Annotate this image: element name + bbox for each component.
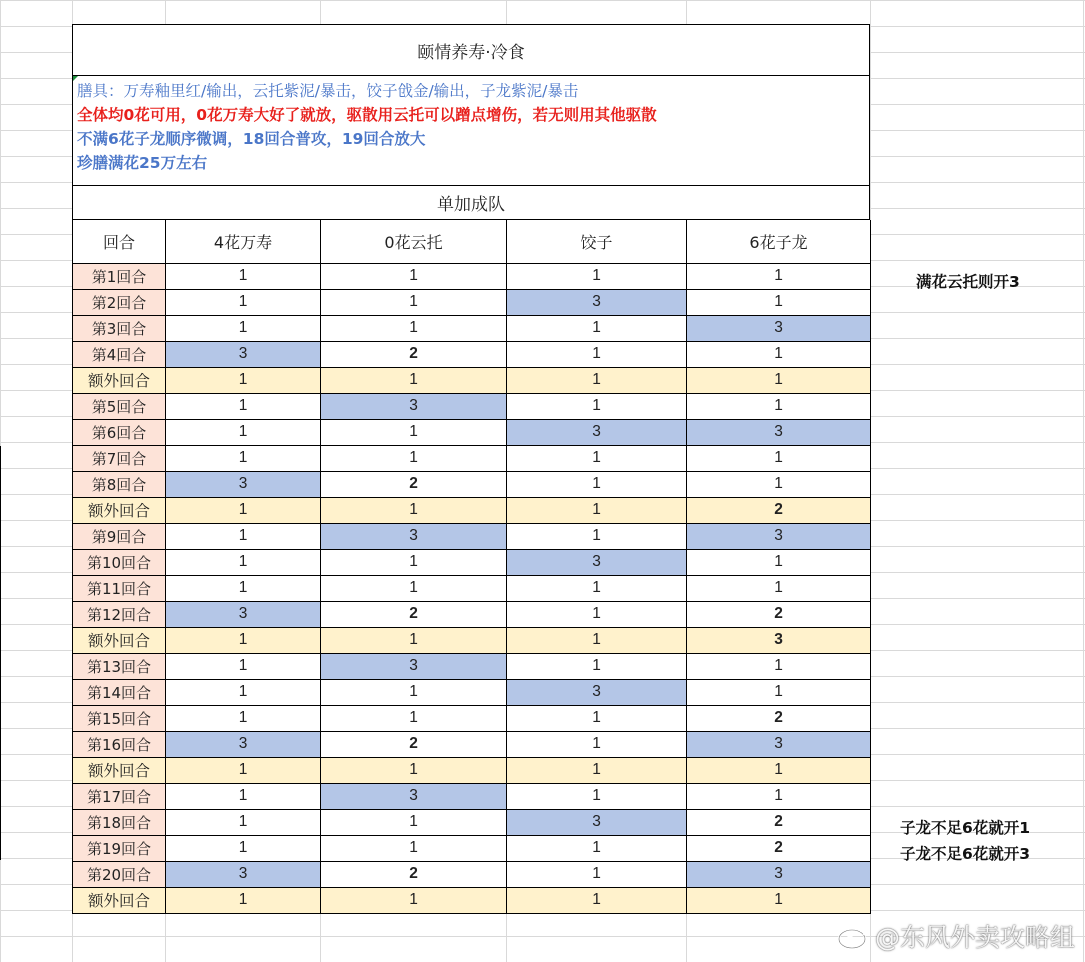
skill-cell: 1 <box>321 757 507 783</box>
round-label: 第6回合 <box>73 419 166 445</box>
round-row <box>73 523 871 549</box>
round-row <box>73 575 871 601</box>
round-row <box>73 445 871 471</box>
round-row <box>73 731 871 757</box>
note-line: 珍膳满花25万左右 <box>77 154 208 172</box>
skill-cell: 3 <box>507 549 687 575</box>
round-label: 第12回合 <box>73 601 166 627</box>
skill-cell: 1 <box>166 263 321 289</box>
skill-cell: 1 <box>321 497 507 523</box>
round-row <box>73 549 871 575</box>
round-row <box>73 653 871 679</box>
skill-cell: 3 <box>166 341 321 367</box>
round-label: 第1回合 <box>73 263 166 289</box>
skill-cell: 1 <box>166 809 321 835</box>
side-note-row19: 子龙不足6花就开3 <box>900 845 1031 863</box>
weibo-icon <box>837 923 871 949</box>
skill-cell: 1 <box>507 445 687 471</box>
round-row <box>73 601 871 627</box>
extra-round-row <box>73 887 871 913</box>
round-label: 第14回合 <box>73 679 166 705</box>
round-label: 额外回合 <box>73 627 166 653</box>
skill-cell: 1 <box>507 575 687 601</box>
round-label: 第20回合 <box>73 861 166 887</box>
skill-cell: 1 <box>321 419 507 445</box>
round-row <box>73 679 871 705</box>
skill-cell: 1 <box>687 289 871 315</box>
column-header: 0花云托 <box>321 220 507 263</box>
skill-cell: 1 <box>166 523 321 549</box>
skill-cell: 1 <box>321 679 507 705</box>
skill-cell: 1 <box>166 367 321 393</box>
skill-cell: 1 <box>166 419 321 445</box>
extra-round-row <box>73 757 871 783</box>
skill-cell: 3 <box>687 419 871 445</box>
rotation-table <box>72 220 871 914</box>
round-label: 第9回合 <box>73 523 166 549</box>
skill-cell: 1 <box>687 549 871 575</box>
skill-cell: 1 <box>687 679 871 705</box>
skill-cell: 3 <box>507 679 687 705</box>
skill-cell: 1 <box>166 627 321 653</box>
skill-cell: 1 <box>321 575 507 601</box>
team-subtitle: 单加成队 <box>72 186 870 220</box>
round-row <box>73 263 871 289</box>
skill-cell: 1 <box>166 549 321 575</box>
skill-cell: 1 <box>507 497 687 523</box>
skill-cell: 1 <box>507 471 687 497</box>
skill-cell: 3 <box>507 419 687 445</box>
skill-cell: 1 <box>507 393 687 419</box>
skill-cell: 2 <box>321 731 507 757</box>
skill-cell: 1 <box>507 783 687 809</box>
skill-cell: 1 <box>321 705 507 731</box>
round-row <box>73 393 871 419</box>
skill-cell: 1 <box>321 445 507 471</box>
round-label: 第4回合 <box>73 341 166 367</box>
skill-cell: 1 <box>687 887 871 913</box>
skill-cell: 1 <box>507 653 687 679</box>
round-label: 第15回合 <box>73 705 166 731</box>
skill-cell: 1 <box>321 887 507 913</box>
watermark <box>837 918 1075 954</box>
skill-cell: 2 <box>321 601 507 627</box>
round-label: 第13回合 <box>73 653 166 679</box>
skill-cell: 3 <box>687 861 871 887</box>
round-label: 第17回合 <box>73 783 166 809</box>
round-label: 第10回合 <box>73 549 166 575</box>
skill-cell: 1 <box>321 367 507 393</box>
round-row <box>73 861 871 887</box>
skill-cell: 1 <box>166 783 321 809</box>
skill-cell: 3 <box>166 601 321 627</box>
skill-cell: 1 <box>507 861 687 887</box>
round-label: 第18回合 <box>73 809 166 835</box>
skill-cell: 1 <box>687 757 871 783</box>
round-row <box>73 289 871 315</box>
round-row <box>73 809 871 835</box>
skill-cell: 2 <box>321 471 507 497</box>
round-row <box>73 341 871 367</box>
skill-cell: 1 <box>507 705 687 731</box>
skill-cell: 1 <box>687 393 871 419</box>
skill-cell: 1 <box>166 575 321 601</box>
skill-cell: 1 <box>166 289 321 315</box>
round-label: 第3回合 <box>73 315 166 341</box>
round-row <box>73 705 871 731</box>
sheet-title: 颐情养寿·冷食 <box>72 24 870 76</box>
skill-cell: 3 <box>321 783 507 809</box>
round-label: 第7回合 <box>73 445 166 471</box>
skill-cell: 1 <box>687 783 871 809</box>
skill-cell: 1 <box>166 835 321 861</box>
skill-cell: 1 <box>321 549 507 575</box>
spreadsheet <box>72 24 870 914</box>
skill-cell: 1 <box>507 731 687 757</box>
skill-cell: 1 <box>166 887 321 913</box>
skill-cell: 1 <box>687 445 871 471</box>
skill-cell: 1 <box>507 757 687 783</box>
skill-cell: 3 <box>166 861 321 887</box>
skill-cell: 1 <box>321 263 507 289</box>
notes-cell <box>72 76 870 186</box>
round-row <box>73 835 871 861</box>
skill-cell: 1 <box>507 315 687 341</box>
round-label: 第5回合 <box>73 393 166 419</box>
side-note-row1: 满花云托则开3 <box>916 273 1020 291</box>
skill-cell: 1 <box>166 445 321 471</box>
column-header: 饺子 <box>507 220 687 263</box>
round-label: 额外回合 <box>73 887 166 913</box>
round-label: 额外回合 <box>73 497 166 523</box>
side-note-row18: 子龙不足6花就开1 <box>900 819 1031 837</box>
skill-cell: 1 <box>507 341 687 367</box>
skill-cell: 1 <box>687 367 871 393</box>
skill-cell: 1 <box>321 809 507 835</box>
comment-indicator-icon <box>73 76 78 81</box>
skill-cell: 1 <box>166 315 321 341</box>
skill-cell: 1 <box>687 653 871 679</box>
skill-cell: 2 <box>687 497 871 523</box>
header-row <box>73 220 871 263</box>
skill-cell: 1 <box>687 263 871 289</box>
watermark-text: @东风外卖攻略组 <box>874 923 1075 952</box>
skill-cell: 1 <box>687 575 871 601</box>
skill-cell: 1 <box>507 367 687 393</box>
skill-cell: 3 <box>687 731 871 757</box>
skill-cell: 3 <box>321 653 507 679</box>
skill-cell: 2 <box>687 601 871 627</box>
skill-cell: 3 <box>166 471 321 497</box>
skill-cell: 1 <box>507 835 687 861</box>
skill-cell: 1 <box>166 653 321 679</box>
skill-cell: 2 <box>687 705 871 731</box>
skill-cell: 2 <box>687 835 871 861</box>
skill-cell: 1 <box>166 757 321 783</box>
note-line: 膳具：万寿釉里红/输出，云托紫泥/暴击，饺子戗金/输出，子龙紫泥/暴击 <box>77 82 579 100</box>
skill-cell: 1 <box>507 523 687 549</box>
note-line: 全体均0花可用，0花万寿大好了就放，驱散用云托可以蹭点增伤，若无则用其他驱散 <box>77 106 657 124</box>
round-label: 额外回合 <box>73 367 166 393</box>
round-label: 第2回合 <box>73 289 166 315</box>
round-row <box>73 783 871 809</box>
skill-cell: 1 <box>321 315 507 341</box>
skill-cell: 1 <box>321 627 507 653</box>
skill-cell: 3 <box>321 393 507 419</box>
column-header: 4花万寿 <box>166 220 321 263</box>
skill-cell: 1 <box>166 497 321 523</box>
skill-cell: 3 <box>687 627 871 653</box>
skill-cell: 1 <box>687 341 871 367</box>
skill-cell: 3 <box>166 731 321 757</box>
skill-cell: 1 <box>321 835 507 861</box>
round-row <box>73 315 871 341</box>
note-line: 不满6花子龙顺序微调，18回合普攻，19回合放大 <box>77 130 426 148</box>
skill-cell: 1 <box>687 471 871 497</box>
skill-cell: 3 <box>507 289 687 315</box>
skill-cell: 2 <box>321 341 507 367</box>
skill-cell: 1 <box>321 289 507 315</box>
skill-cell: 1 <box>507 627 687 653</box>
round-label: 第16回合 <box>73 731 166 757</box>
extra-round-row <box>73 497 871 523</box>
skill-cell: 3 <box>507 809 687 835</box>
round-label: 第19回合 <box>73 835 166 861</box>
skill-cell: 1 <box>507 263 687 289</box>
extra-round-row <box>73 627 871 653</box>
skill-cell: 2 <box>687 809 871 835</box>
round-label: 第8回合 <box>73 471 166 497</box>
skill-cell: 1 <box>166 393 321 419</box>
skill-cell: 3 <box>321 523 507 549</box>
skill-cell: 1 <box>166 679 321 705</box>
skill-cell: 1 <box>166 705 321 731</box>
extra-round-row <box>73 367 871 393</box>
round-label: 额外回合 <box>73 757 166 783</box>
skill-cell: 2 <box>321 861 507 887</box>
round-label: 第11回合 <box>73 575 166 601</box>
round-row <box>73 471 871 497</box>
skill-cell: 3 <box>687 523 871 549</box>
skill-cell: 1 <box>507 601 687 627</box>
round-row <box>73 419 871 445</box>
skill-cell: 1 <box>507 887 687 913</box>
skill-cell: 3 <box>687 315 871 341</box>
column-header: 回合 <box>73 220 166 263</box>
column-header: 6花子龙 <box>687 220 871 263</box>
